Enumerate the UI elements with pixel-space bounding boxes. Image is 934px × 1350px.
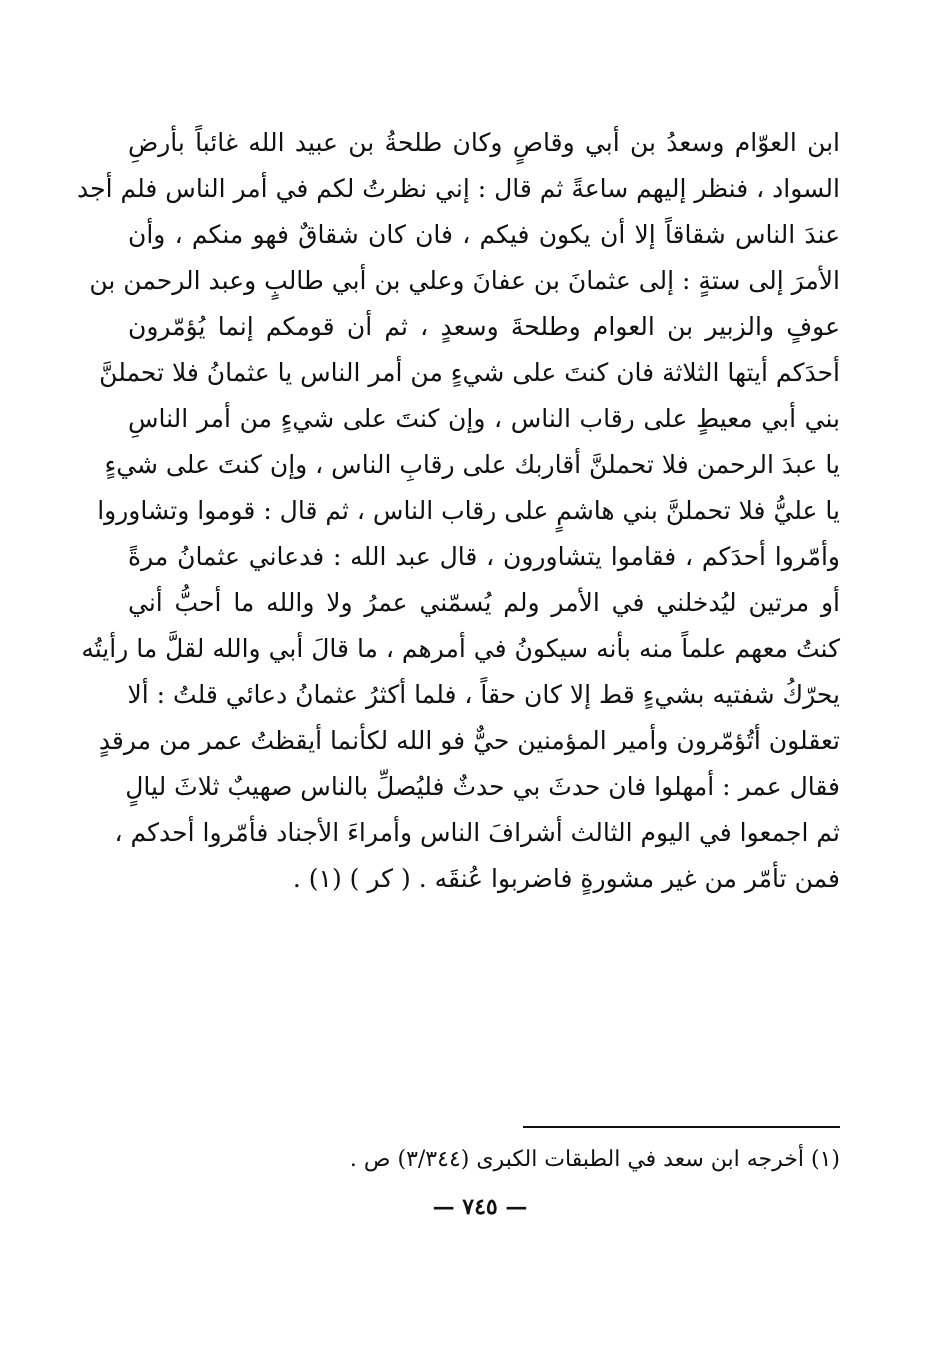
text-line-1: ابن العوّام وسعدُ بن أبي وقاصٍ وكان طلحةُ بن عبيد الله غائباً بأرضِ bbox=[128, 128, 840, 157]
text-line-2: السواد ، فنظر إليهم ساعةً ثم قال : إني نظرتُ لكم في أمر الناس فلم أجد bbox=[77, 174, 840, 203]
text-line-3: عندَ الناس شقاقاً إلا أن يكون فيكم ، فان كان شقاقٌ فهو منكم ، وأن bbox=[128, 220, 840, 249]
text-line-4: الأمرَ إلى ستةٍ : إلى عثمانَ بن عفانَ وعلي بن أبي طالبٍ وعبد الرحمن بن bbox=[89, 266, 840, 295]
text-line-12: كنتُ معهم علماً منه بأنه سيكونُ في أمرهم ، ما قالَ أبي والله لقلَّ ما رأيتُه bbox=[81, 634, 840, 663]
text-line-14: تعقلون أتُؤمّرون وأمير المؤمنين حيٌّ فو الله لكأنما أيقظتُ عمر من مرقدٍ bbox=[98, 726, 840, 755]
text-line-10: وأمّروا أحدَكم ، فقاموا يتشاورون ، قال عبد الله : فدعاني عثمانُ مرةً bbox=[128, 542, 840, 571]
text-line-11: أو مرتين ليُدخلني في الأمر ولم يُسمّني عمرُ ولا والله ما أحبُّ أني bbox=[128, 588, 840, 617]
text-line-17: فمن تأمّر من غير مشورةٍ فاضربوا عُنقَه . ( كر ) (١) . bbox=[292, 864, 840, 893]
text-line-13: يحرّكُ شفتيه بشيءٍ قط إلا كان حقاً ، فلما أكثرُ عثمانُ دعائي قلتُ : ألا bbox=[127, 680, 840, 709]
text-line-15: فقال عمر : أمهلوا فان حدثَ بي حدثٌ فليُصلِّ بالناس صهيبٌ ثلاثَ ليالٍ bbox=[125, 772, 840, 801]
footnote-separator bbox=[523, 1126, 840, 1128]
text-line-8: يا عبدَ الرحمن فلا تحملنَّ أقاربك على رقابِ الناس ، وإن كنتَ على شيءٍ bbox=[104, 450, 840, 479]
text-line-6: أحدَكم أيتها الثلاثة فان كنتَ على شيءٍ من أمر الناس يا عثمانُ فلا تحملنَّ bbox=[99, 358, 840, 387]
page-number: — ٧٤٥ — bbox=[432, 1194, 528, 1220]
text-line-5: عوفٍ والزبير بن العوام وطلحةَ وسعدٍ ، ثم أن قومكم إنما يُؤمّرون bbox=[128, 312, 840, 341]
footnote: (١) أخرجه ابن سعد في الطبقات الكبرى (٣/٣٤٤) ص . bbox=[349, 1147, 840, 1172]
text-line-9: يا عليُّ فلا تحملنَّ بني هاشمٍ على رقاب الناس ، ثم قال : قوموا وتشاوروا bbox=[97, 496, 840, 525]
main-text bbox=[77, 120, 840, 902]
text-line-7: بني أبي معيطٍ على رقاب الناس ، وإن كنتَ على شيءٍ من أمر الناسِ bbox=[128, 404, 840, 433]
text-line-16: ثم اجمعوا في اليوم الثالث أشرافَ الناس وأمراءَ الأجناد فأمّروا أحدكم ، bbox=[114, 818, 840, 847]
